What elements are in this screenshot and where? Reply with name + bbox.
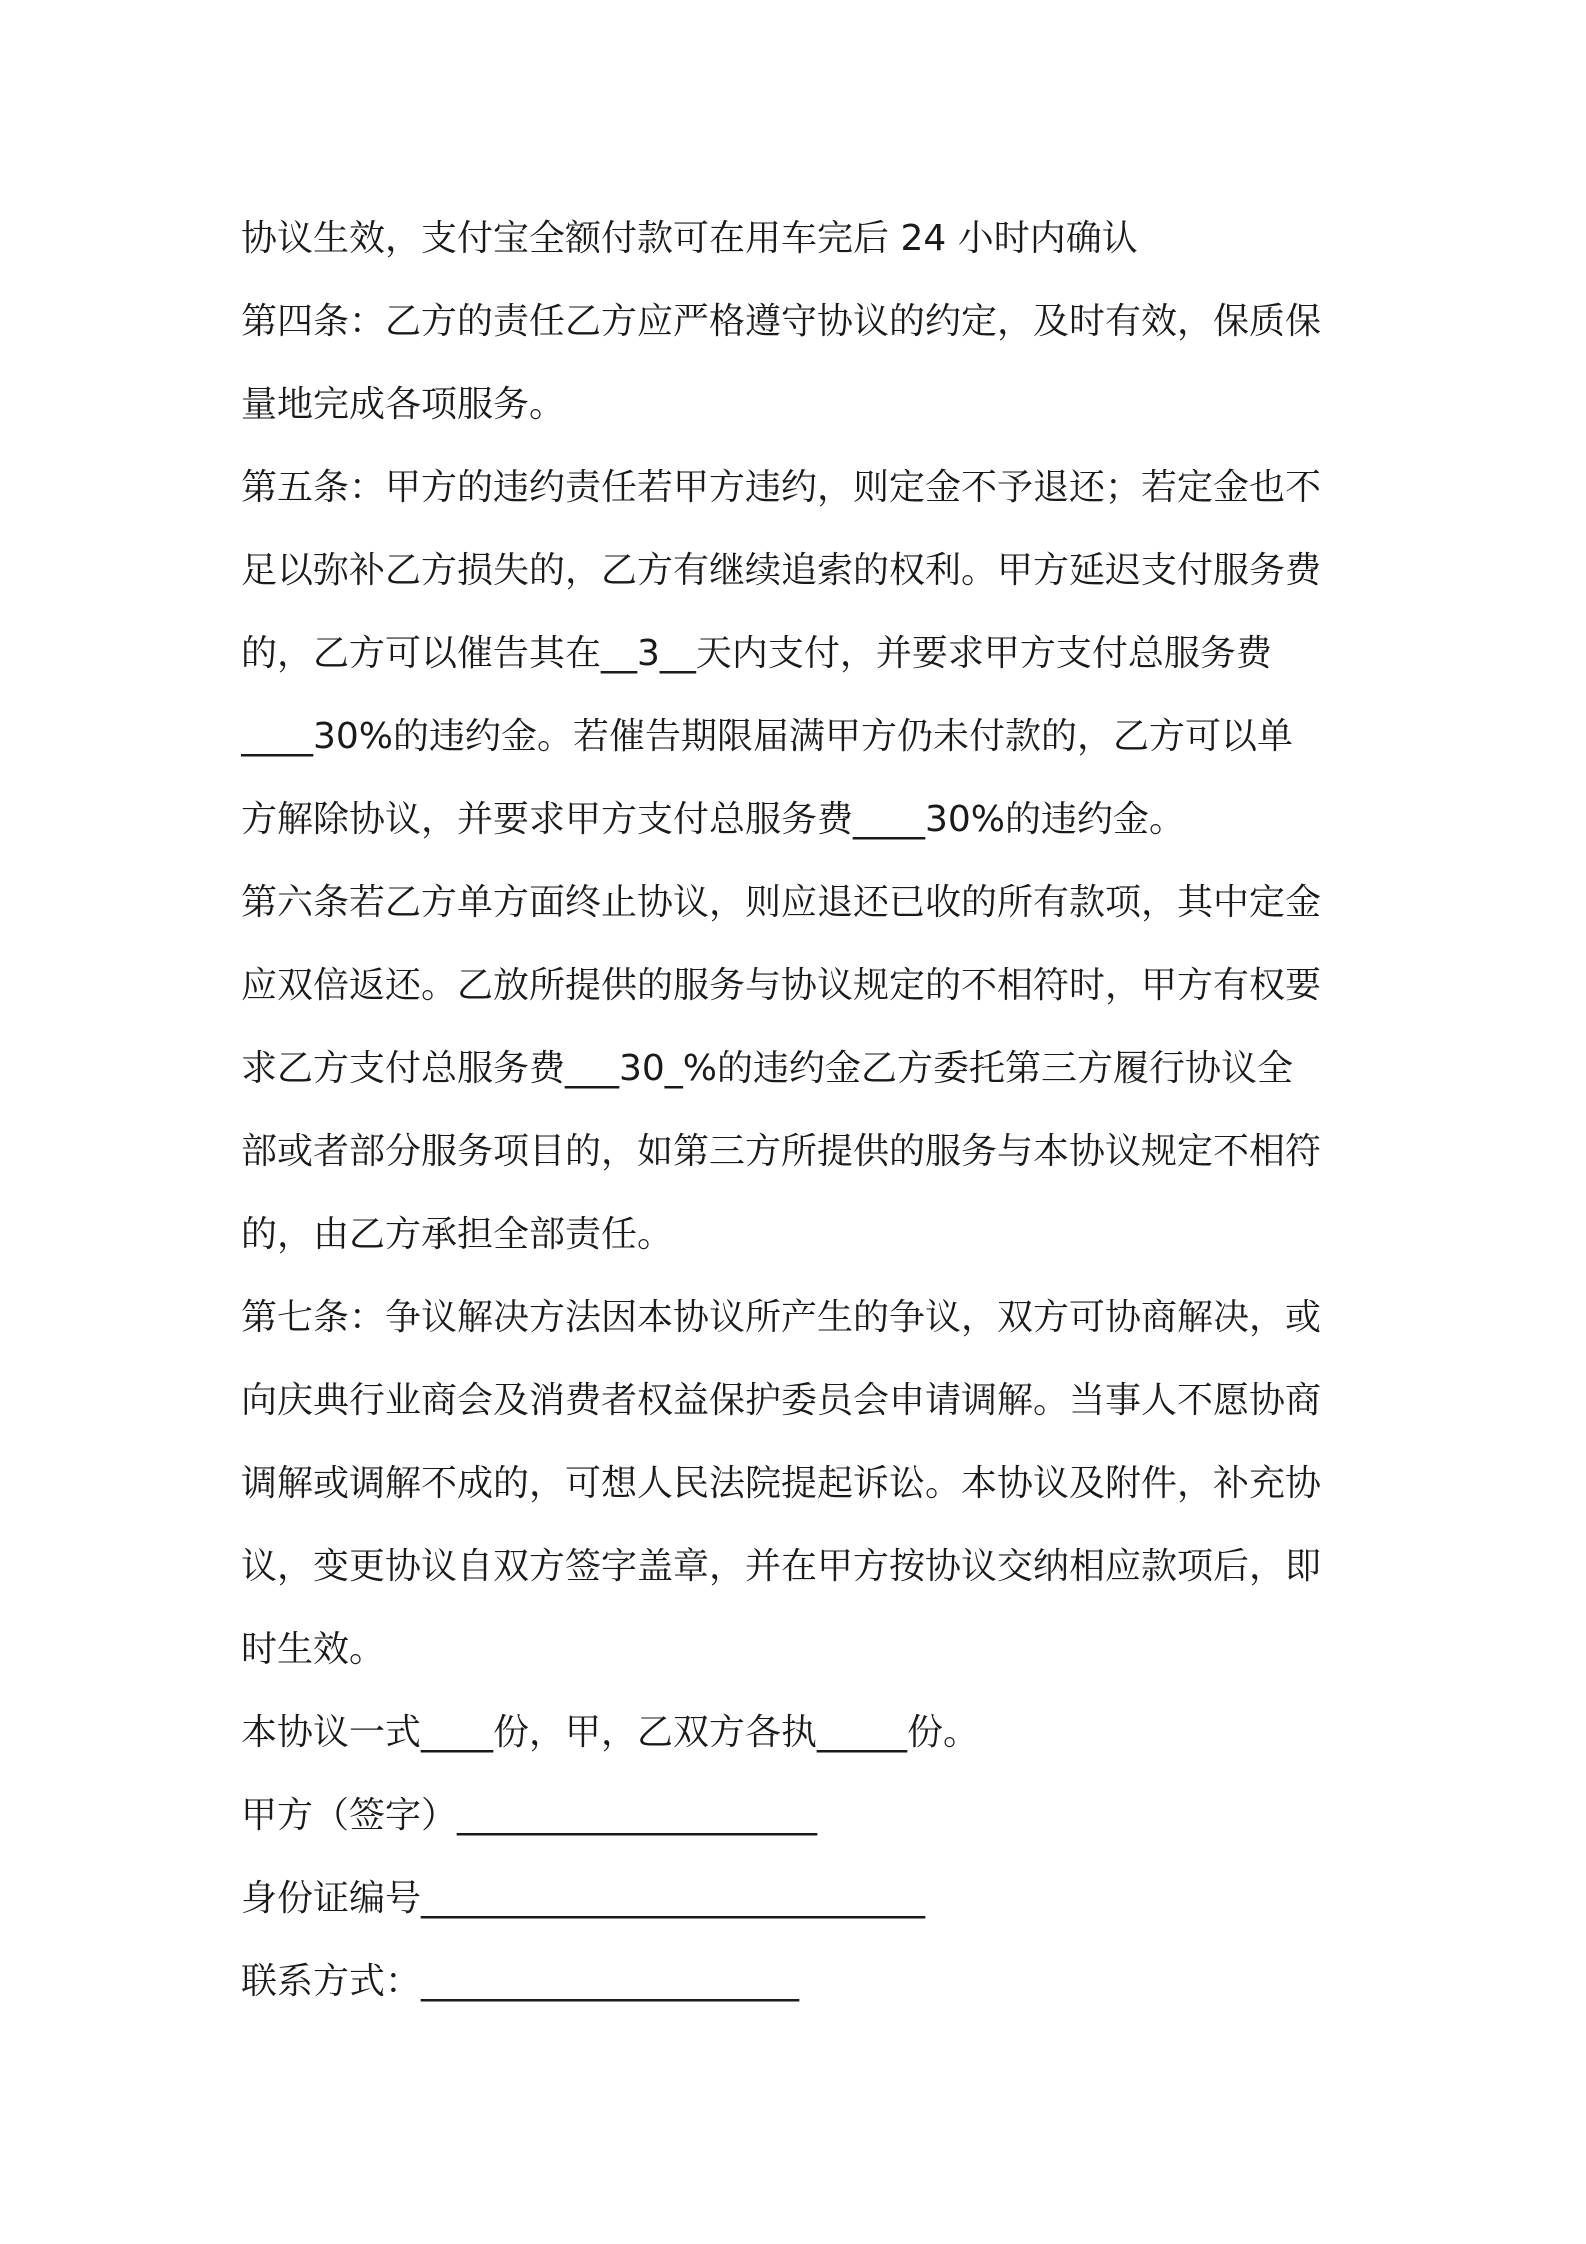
party-a-signature-line: 甲方（签字）____________________ — [241, 1795, 818, 1836]
text-line: 协议生效，支付宝全额付款可在用车完后 24 小时内确认 — [241, 218, 1138, 259]
document-body — [241, 197, 1361, 2023]
text-line: 向庆典行业商会及消费者权益保护委员会申请调解。当事人不愿协商 — [241, 1380, 1322, 1421]
text-line: 议，变更协议自双方签字盖章，并在甲方按协议交纳相应款项后，即 — [241, 1546, 1322, 1587]
text-line: 时生效。 — [241, 1629, 386, 1670]
text-line: 量地完成各项服务。 — [241, 384, 566, 425]
contact-line: 联系方式：_____________________ — [241, 1961, 800, 2002]
text-line: 应双倍返还。乙放所提供的服务与协议规定的不相符时，甲方有权要 — [241, 965, 1322, 1006]
text-line: 部或者部分服务项目的，如第三方所提供的服务与本协议规定不相符 — [241, 1131, 1322, 1172]
text-line: 调解或调解不成的，可想人民法院提起诉讼。本协议及附件，补充协 — [241, 1463, 1322, 1504]
text-line: 求乙方支付总服务费___30_%的违约金乙方委托第三方履行协议全 — [241, 1048, 1294, 1089]
copies-clause: 本协议一式____份，甲，乙双方各执_____份。 — [241, 1712, 980, 1753]
text-line: 第五条：甲方的违约责任若甲方违约，则定金不予退还；若定金也不 — [241, 467, 1322, 508]
id-number-line: 身份证编号____________________________ — [241, 1878, 926, 1919]
text-line: 足以弥补乙方损失的，乙方有继续追索的权利。甲方延迟支付服务费 — [241, 550, 1322, 591]
text-line: 的，由乙方承担全部责任。 — [241, 1214, 674, 1255]
text-line: 第六条若乙方单方面终止协议，则应退还已收的所有款项，其中定金 — [241, 882, 1322, 923]
text-line: 的，乙方可以催告其在__3__天内支付，并要求甲方支付总服务费 — [241, 633, 1272, 674]
text-line: 第四条：乙方的责任乙方应严格遵守协议的约定，及时有效，保质保 — [241, 301, 1322, 342]
text-line: ____30%的违约金。若催告期限届满甲方仍未付款的，乙方可以单 — [241, 716, 1294, 757]
text-line: 方解除协议，并要求甲方支付总服务费____30%的违约金。 — [241, 799, 1186, 840]
text-line: 第七条：争议解决方法因本协议所产生的争议，双方可协商解决，或 — [241, 1297, 1322, 1338]
